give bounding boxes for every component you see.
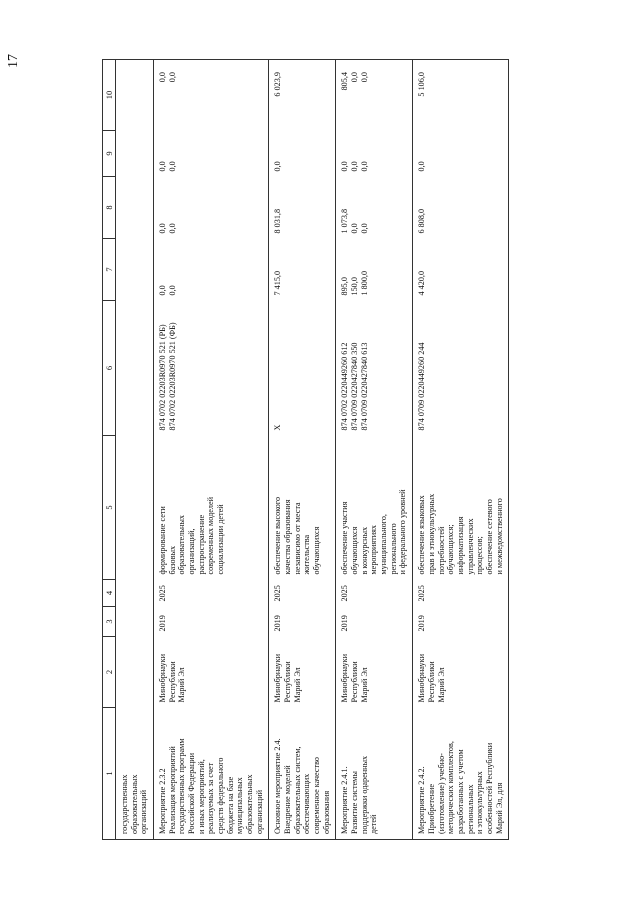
cell-line: процессов; xyxy=(475,536,485,575)
table-cell: 2025 xyxy=(154,580,269,607)
table-cell: 2019 xyxy=(336,607,413,637)
cell-line: Российской Федерации xyxy=(187,752,197,834)
cell-line: информатизация xyxy=(455,516,465,575)
cell-line: Марий Эл xyxy=(292,667,302,703)
cell-line: 8 031,8 xyxy=(273,208,283,234)
table-cell xyxy=(336,301,413,436)
cell-line: 4 420,0 xyxy=(417,270,427,296)
cell-line: реализуемых за счет xyxy=(206,762,216,834)
table-cell xyxy=(336,436,413,580)
table-cell xyxy=(116,637,154,708)
table-cell xyxy=(336,131,413,177)
column-header: 7 xyxy=(103,239,116,301)
cell-line: Минобрнауки xyxy=(158,654,168,703)
cell-line: 6 808,0 xyxy=(417,208,427,234)
table-cell xyxy=(413,301,509,436)
table-cell xyxy=(116,60,154,131)
cell-line: образовательных xyxy=(245,774,255,834)
cell-line: муниципального, xyxy=(379,514,389,575)
cell-line: современных моделей xyxy=(206,497,216,575)
cell-line: качества образования xyxy=(283,499,293,575)
column-header: 5 xyxy=(103,436,116,580)
table-cell xyxy=(154,60,269,131)
cell-line: образования xyxy=(321,790,331,834)
cell-line: обеспечивающих xyxy=(302,773,312,834)
table-row xyxy=(154,60,269,840)
table-cell xyxy=(116,301,154,436)
cell-line: жительства xyxy=(302,534,312,575)
cell-line: 874 0702 02203R0970 521 (РБ) xyxy=(158,324,168,431)
cell-line: социализации детей xyxy=(216,504,226,575)
cell-line: обучающихся; xyxy=(446,524,456,575)
cell-line: X xyxy=(273,424,283,431)
page-number: 17 xyxy=(6,54,21,68)
cell-line: Основное мероприятие 2.4. xyxy=(273,738,283,834)
cell-line: государственных xyxy=(120,774,130,834)
table-cell xyxy=(269,177,336,239)
cell-line: базовых xyxy=(167,545,177,575)
cell-line: 0,0 xyxy=(359,72,369,83)
cell-line: Приобретение xyxy=(426,784,436,834)
cell-line: 0,0 xyxy=(417,161,427,172)
table-cell xyxy=(413,131,509,177)
cell-line: в конкурсных xyxy=(359,526,369,575)
table-cell xyxy=(336,239,413,301)
table-cell xyxy=(269,436,336,580)
cell-line: 6 023,9 xyxy=(273,72,283,97)
cell-line: Республики xyxy=(350,661,360,703)
column-header: 10 xyxy=(103,60,116,131)
cell-line: Марий Эл, для xyxy=(494,782,504,834)
column-header: 8 xyxy=(103,177,116,239)
cell-line: методических комплектов, xyxy=(446,741,456,834)
cell-line: Внедрение моделей xyxy=(283,765,293,834)
table-cell xyxy=(413,436,509,580)
cell-line: обеспечение языковых xyxy=(417,495,427,575)
cell-line: 0,0 xyxy=(167,161,177,172)
cell-line: 895,0 xyxy=(340,277,350,296)
column-header: 6 xyxy=(103,301,116,436)
table-cell xyxy=(269,60,336,131)
table-cell xyxy=(116,239,154,301)
cell-line: средств федерального xyxy=(216,757,226,834)
cell-line: детей xyxy=(369,814,379,834)
cell-line: 805,4 xyxy=(340,72,350,91)
cell-line: 0,0 xyxy=(158,72,168,83)
cell-line: региональных xyxy=(465,784,475,834)
cell-line: независимо от места xyxy=(292,502,302,575)
table-cell xyxy=(116,607,154,637)
table-cell xyxy=(336,637,413,708)
cell-line: обеспечение сетевого xyxy=(484,499,494,575)
table-cell xyxy=(413,708,509,840)
cell-line: поддержки одаренных xyxy=(359,755,369,834)
cell-line: Марий Эл xyxy=(436,667,446,703)
table-cell xyxy=(154,177,269,239)
table-cell xyxy=(116,131,154,177)
cell-line: 0,0 xyxy=(273,161,283,172)
cell-line: 874 0709 0220427840 350 xyxy=(350,342,360,431)
cell-line: 0,0 xyxy=(359,223,369,234)
cell-line: 0,0 xyxy=(340,161,350,172)
column-header: 2 xyxy=(103,637,116,708)
column-header-row xyxy=(103,60,116,840)
table-cell: 2025 xyxy=(336,580,413,607)
table-cell xyxy=(336,60,413,131)
table-cell xyxy=(269,239,336,301)
column-header: 4 xyxy=(103,580,116,607)
table-cell xyxy=(269,708,336,840)
cell-line: и межведомственного xyxy=(494,498,504,575)
table-cell xyxy=(269,301,336,436)
cell-line: 0,0 xyxy=(350,72,360,83)
cell-line: 1 800,0 xyxy=(359,270,369,296)
table-cell xyxy=(413,60,509,131)
cell-line: 0,0 xyxy=(350,161,360,172)
table-cell xyxy=(154,637,269,708)
cell-line: государственных программ xyxy=(177,738,187,834)
cell-line: образовательных xyxy=(177,515,187,575)
table-cell xyxy=(269,131,336,177)
cell-line: Минобрнауки xyxy=(340,654,350,703)
cell-line: 874 0702 02203R0970 521 (ФБ) xyxy=(167,322,177,431)
cell-line: Марий Эл xyxy=(177,667,187,703)
cell-line: формирование сети xyxy=(158,506,168,575)
table-cell: 2019 xyxy=(269,607,336,637)
table-cell xyxy=(154,131,269,177)
table-cell: 2019 xyxy=(154,607,269,637)
table-cell xyxy=(116,708,154,840)
table-cell xyxy=(116,580,154,607)
table-cell: 2025 xyxy=(269,580,336,607)
cell-line: 0,0 xyxy=(158,285,168,296)
cell-line: прав и этнокультурных xyxy=(426,493,436,575)
cell-line: мероприятиях xyxy=(369,525,379,575)
cell-line: 0,0 xyxy=(158,161,168,172)
table-cell: 2019 xyxy=(413,607,509,637)
cell-line: распространение xyxy=(196,514,206,575)
cell-line: управленческих xyxy=(465,518,475,575)
table-cell xyxy=(413,239,509,301)
table-cell xyxy=(154,708,269,840)
table-row xyxy=(269,60,336,840)
cell-line: Республики xyxy=(167,661,177,703)
cell-line: обеспечение высокого xyxy=(273,496,283,575)
cell-line: организаций, xyxy=(187,528,197,575)
cell-line: 874 0709 0220427840 613 xyxy=(359,342,369,431)
cell-line: 0,0 xyxy=(359,161,369,172)
cell-line: Республики xyxy=(283,661,293,703)
cell-line: 7 415,0 xyxy=(273,270,283,296)
table-row xyxy=(336,60,413,840)
cell-line: Развитие системы xyxy=(350,771,360,834)
cell-line: 0,0 xyxy=(167,72,177,83)
table-row xyxy=(116,60,154,840)
cell-line: и иных мероприятий, xyxy=(196,759,206,834)
cell-line: 150,0 xyxy=(350,277,360,296)
cell-line: и этнокультурных xyxy=(475,771,485,834)
cell-line: 5 106,0 xyxy=(417,72,427,97)
cell-line: разработанных с учетом xyxy=(455,749,465,834)
column-header: 1 xyxy=(103,708,116,840)
column-header: 3 xyxy=(103,607,116,637)
table-cell xyxy=(413,637,509,708)
table-cell xyxy=(269,637,336,708)
table-cell xyxy=(154,239,269,301)
cell-line: современное качество xyxy=(312,756,322,834)
cell-line: Минобрнауки xyxy=(273,654,283,703)
cell-line: Марий Эл xyxy=(359,667,369,703)
table-cell xyxy=(413,177,509,239)
cell-line: организаций xyxy=(139,790,149,834)
cell-line: 0,0 xyxy=(158,223,168,234)
column-header: 9 xyxy=(103,131,116,177)
program-table xyxy=(102,59,509,840)
cell-line: особенностей Республики xyxy=(484,742,494,834)
cell-line: Минобрнауки xyxy=(417,654,427,703)
cell-line: 874 0702 0220449260 612 xyxy=(340,342,350,431)
cell-line: 0,0 xyxy=(167,223,177,234)
cell-line: регионального xyxy=(388,523,398,575)
cell-line: 874 0709 0220449260 244 xyxy=(417,342,427,431)
cell-line: организаций xyxy=(254,790,264,834)
cell-line: (изготовление) учебно- xyxy=(436,753,446,834)
cell-line: 0,0 xyxy=(350,223,360,234)
cell-line: и федерального уровней xyxy=(398,489,408,575)
cell-line: 1 073,8 xyxy=(340,208,350,234)
cell-line: Республики xyxy=(426,661,436,703)
table-cell xyxy=(116,177,154,239)
cell-line: муниципальных xyxy=(235,777,245,834)
cell-line: 0,0 xyxy=(167,285,177,296)
cell-line: обеспечение участия xyxy=(340,501,350,575)
cell-line: обучающихся xyxy=(350,526,360,575)
table-cell xyxy=(116,436,154,580)
table-cell xyxy=(154,301,269,436)
cell-line: бюджета на базе xyxy=(225,776,235,834)
table-cell xyxy=(336,708,413,840)
rotated-table-wrapper xyxy=(102,60,620,840)
cell-line: Мероприятие 2.3.2 xyxy=(158,768,168,834)
table-body xyxy=(116,60,509,840)
table-cell xyxy=(154,436,269,580)
cell-line: Мероприятие 2.4.1. xyxy=(340,766,350,834)
table-cell: 2025 xyxy=(413,580,509,607)
cell-line: Мероприятие 2.4.2. xyxy=(417,766,427,834)
cell-line: образовательных xyxy=(129,774,139,834)
table-cell xyxy=(336,177,413,239)
table-row xyxy=(413,60,509,840)
cell-line: образовательных систем, xyxy=(292,746,302,834)
cell-line: обучающихся xyxy=(312,526,322,575)
cell-line: потребностей xyxy=(436,526,446,575)
cell-line: Реализация мероприятий xyxy=(167,746,177,834)
